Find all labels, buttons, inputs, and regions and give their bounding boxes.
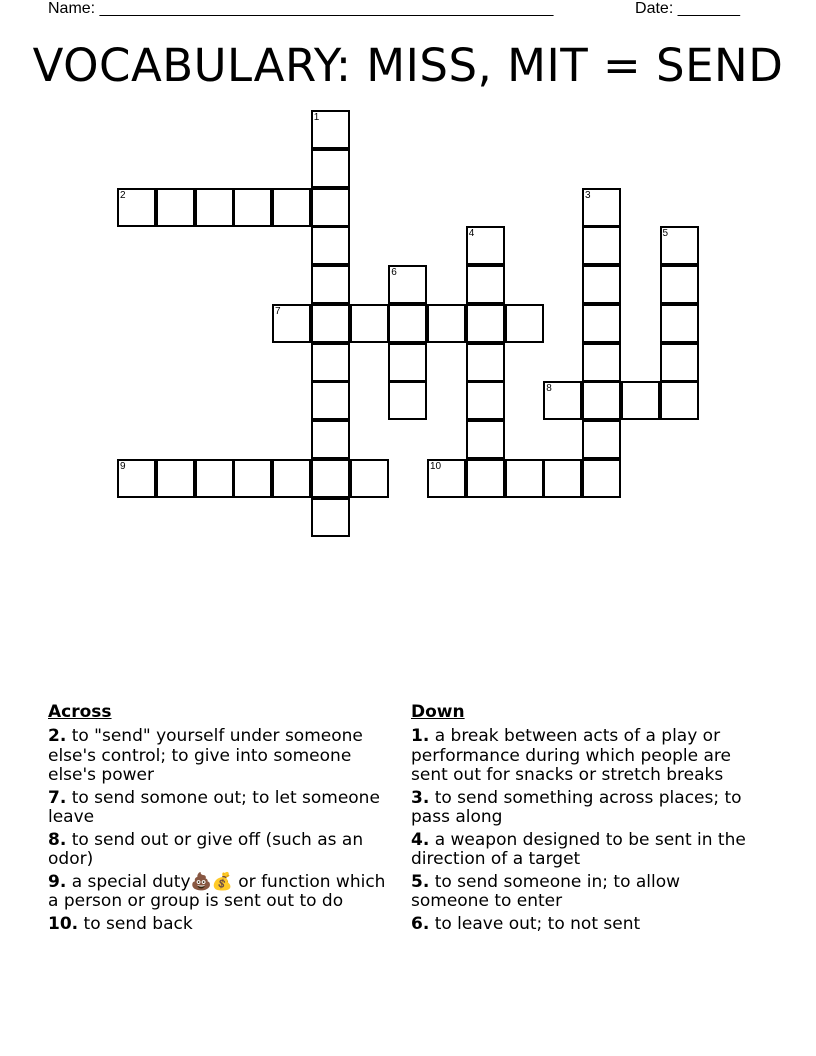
grid-cell[interactable] bbox=[350, 304, 389, 343]
grid-cell[interactable] bbox=[466, 459, 505, 498]
grid-cell[interactable] bbox=[388, 304, 427, 343]
clue-number-label: 1 bbox=[313, 112, 320, 123]
grid-cell[interactable] bbox=[311, 498, 350, 537]
clue-number: 4. bbox=[411, 829, 430, 850]
grid-cell[interactable] bbox=[660, 226, 699, 265]
down-heading: Down bbox=[411, 702, 465, 722]
grid-cell[interactable] bbox=[505, 304, 544, 343]
clue-number-label: 4 bbox=[468, 228, 475, 240]
grid-cell[interactable] bbox=[311, 188, 350, 227]
across-clue bbox=[48, 727, 393, 786]
grid-cell[interactable] bbox=[427, 304, 466, 343]
clue-number-label: 8 bbox=[546, 383, 552, 395]
grid-cell[interactable] bbox=[311, 226, 350, 265]
grid-cell[interactable] bbox=[582, 381, 621, 420]
down-clue bbox=[411, 789, 761, 828]
grid-cell[interactable] bbox=[582, 265, 621, 304]
clue-text: a weapon designed to be sent in the direction of a target bbox=[411, 829, 746, 869]
grid-cell[interactable] bbox=[233, 459, 272, 498]
grid-cell[interactable] bbox=[388, 343, 427, 382]
grid-cell[interactable] bbox=[311, 459, 350, 498]
clue-text: to leave out; to not sent bbox=[434, 913, 641, 934]
worksheet-title: VOCABULARY: MISS, MIT = SEND bbox=[32, 39, 784, 92]
clue-text: to send someone in; to allow someone to enter bbox=[411, 871, 681, 911]
grid-cell[interactable] bbox=[195, 188, 234, 227]
clue-number: 2. bbox=[48, 726, 67, 746]
grid-cell[interactable] bbox=[272, 188, 311, 227]
grid-cell[interactable] bbox=[311, 149, 350, 188]
across-clue bbox=[48, 915, 393, 935]
clue-number: 8. bbox=[48, 829, 67, 850]
clue-number: 5. bbox=[411, 871, 430, 892]
down-clue bbox=[411, 831, 761, 870]
clue-number-label: 6 bbox=[391, 267, 397, 278]
grid-cell[interactable] bbox=[311, 110, 350, 149]
across-clue bbox=[48, 831, 393, 870]
grid-cell[interactable] bbox=[388, 381, 427, 420]
across-clues bbox=[48, 702, 393, 937]
grid-cell[interactable] bbox=[582, 226, 621, 265]
grid-cell[interactable] bbox=[311, 420, 350, 459]
clue-text: to "send" yourself under someone else's control; to give into someone else's power bbox=[48, 726, 363, 785]
clue-number: 1. bbox=[411, 726, 430, 746]
clue-number-label: 9 bbox=[120, 460, 126, 472]
clue-number-label: 10 bbox=[430, 460, 442, 472]
grid-cell[interactable] bbox=[117, 459, 156, 498]
grid-cell[interactable] bbox=[272, 304, 311, 343]
date-field[interactable]: Date: _______ bbox=[635, 0, 740, 17]
down-clues bbox=[411, 702, 761, 937]
grid-cell[interactable] bbox=[582, 343, 621, 382]
grid-cell[interactable] bbox=[156, 188, 195, 227]
clue-text: to send back bbox=[83, 913, 193, 934]
grid-cell[interactable] bbox=[505, 459, 544, 498]
clue-number-label: 5 bbox=[662, 228, 669, 240]
clue-text: a break between acts of a play or performance during which people are sent out for snacks or stretch breaks bbox=[411, 726, 731, 785]
grid-cell[interactable] bbox=[543, 381, 582, 420]
grid-cell[interactable] bbox=[388, 265, 427, 304]
clue-text: to send out or give off (such as an odor) bbox=[48, 829, 364, 869]
grid-cell[interactable] bbox=[311, 265, 350, 304]
grid-cell[interactable] bbox=[466, 226, 505, 265]
grid-cell[interactable] bbox=[466, 343, 505, 382]
grid-cell[interactable] bbox=[466, 304, 505, 343]
clue-number: 3. bbox=[411, 787, 430, 808]
clue-number-label: 2 bbox=[120, 189, 126, 201]
grid-cell[interactable] bbox=[272, 459, 311, 498]
grid-cell[interactable] bbox=[621, 381, 660, 420]
grid-cell[interactable] bbox=[543, 459, 582, 498]
clue-number-label: 3 bbox=[585, 189, 591, 201]
grid-cell[interactable] bbox=[427, 459, 466, 498]
down-clue bbox=[411, 915, 761, 935]
grid-cell[interactable] bbox=[582, 304, 621, 343]
grid-cell[interactable] bbox=[660, 265, 699, 304]
clue-text: to send something across places; to pass along bbox=[411, 787, 742, 827]
grid-cell[interactable] bbox=[466, 265, 505, 304]
grid-cell[interactable] bbox=[466, 420, 505, 459]
grid-cell[interactable] bbox=[660, 381, 699, 420]
grid-cell[interactable] bbox=[582, 420, 621, 459]
grid-cell[interactable] bbox=[660, 343, 699, 382]
grid-cell[interactable] bbox=[311, 381, 350, 420]
clue-number: 7. bbox=[48, 787, 67, 808]
clue-number-label: 7 bbox=[275, 305, 281, 317]
across-clue bbox=[48, 789, 393, 828]
grid-cell[interactable] bbox=[117, 188, 156, 227]
grid-cell[interactable] bbox=[233, 188, 272, 227]
clue-text: a special duty💩💰 or function which a person or group is sent out to do bbox=[48, 871, 386, 911]
across-heading: Across bbox=[48, 702, 112, 722]
clue-number: 9. bbox=[48, 871, 67, 892]
grid-cell[interactable] bbox=[311, 304, 350, 343]
clue-number: 10. bbox=[48, 913, 79, 934]
grid-cell[interactable] bbox=[582, 459, 621, 498]
grid-cell[interactable] bbox=[350, 459, 389, 498]
clue-number: 6. bbox=[411, 913, 430, 934]
down-clue bbox=[411, 873, 761, 912]
grid-cell[interactable] bbox=[195, 459, 234, 498]
grid-cell[interactable] bbox=[466, 381, 505, 420]
grid-cell[interactable] bbox=[660, 304, 699, 343]
grid-cell[interactable] bbox=[311, 343, 350, 382]
down-clue bbox=[411, 727, 761, 786]
clue-text: to send somone out; to let someone leave bbox=[48, 787, 380, 827]
grid-cell[interactable] bbox=[582, 188, 621, 227]
name-field[interactable]: Name: ___________________________________________________ bbox=[48, 0, 554, 17]
grid-cell[interactable] bbox=[156, 459, 195, 498]
across-clue bbox=[48, 873, 393, 912]
